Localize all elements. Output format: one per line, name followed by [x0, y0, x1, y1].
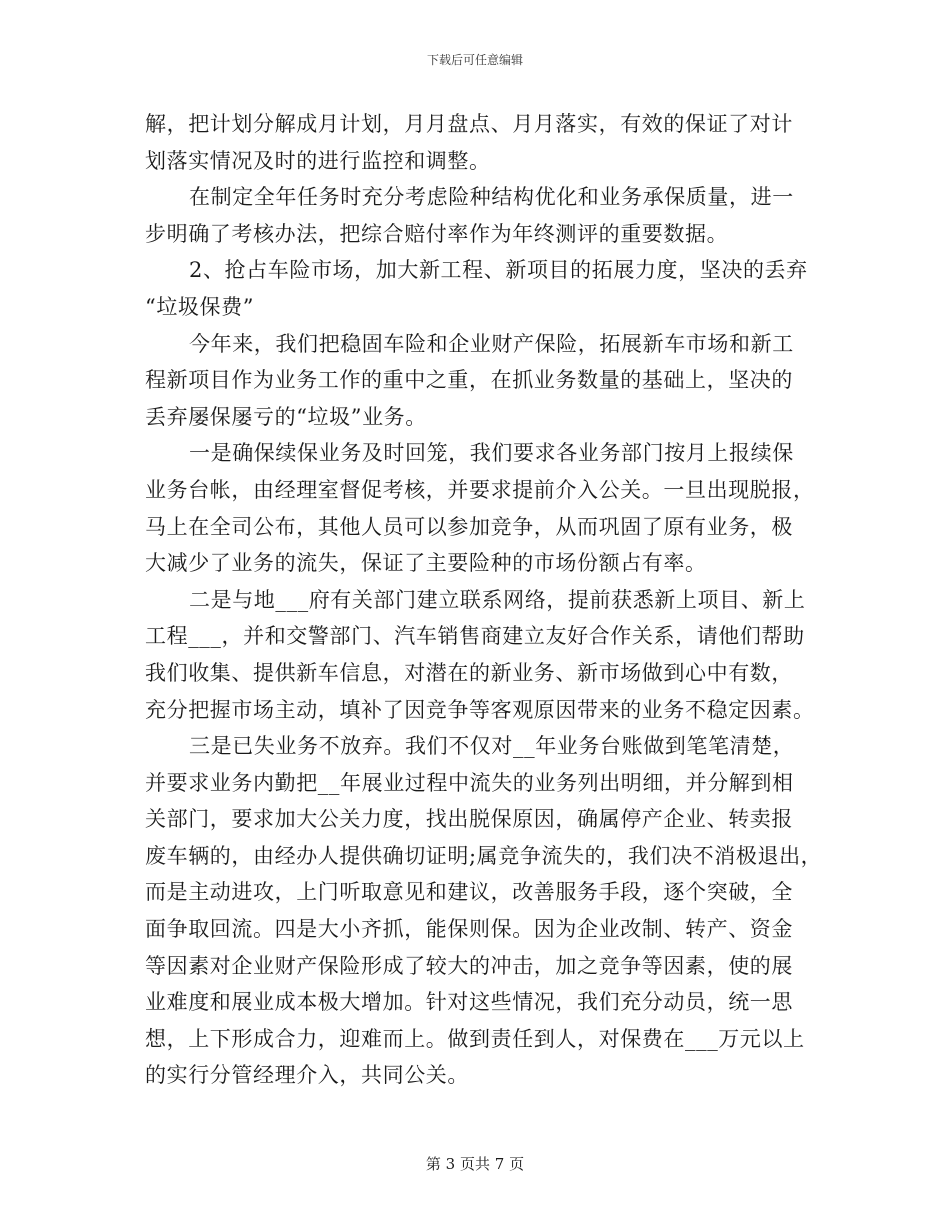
text-line: 关部门，要求加大公关力度，找出脱保原因，确属停产企业、转卖报 — [145, 807, 793, 832]
text-line: 等因素对企业财产保险形成了较大的冲击，加之竞争等因素，使的展 — [145, 953, 793, 978]
text-line: 想，上下形成合力，迎难而上。做到责任到人，对保费在___万元以上 — [145, 1026, 805, 1051]
text-line: 今年来，我们把稳固车险和企业财产保险，拓展新车市场和新工 — [189, 331, 794, 356]
text-line: 马上在全司公布，其他人员可以参加竞争，从而巩固了原有业务，极 — [145, 514, 793, 539]
text-line: 在制定全年任务时充分考虑险种结构优化和业务承保质量，进一 — [189, 185, 794, 210]
text-line: 步明确了考核办法，把综合赔付率作为年终测评的重要数据。 — [145, 221, 729, 246]
text-line: 解，把计划分解成月计划，月月盘点、月月落实，有效的保证了对计 — [145, 112, 793, 136]
text-line: 我们收集、提供新车信息，对潜在的新业务、新市场做到心中有数， — [145, 660, 793, 685]
text-line: 而是主动进攻，上门听取意见和建议，改善服务手段，逐个突破，全 — [145, 880, 793, 905]
text-line: 的实行分管经理介入，共同公关。 — [145, 1063, 469, 1088]
text-line: “垃圾保费” — [145, 294, 255, 319]
text-line: 充分把握市场主动，填补了因竞争等客观原因带来的业务不稳定因素。 — [145, 697, 815, 722]
text-line: 丢弃屡保屡亏的“垃圾”业务。 — [145, 404, 427, 429]
text-line: 三是已失业务不放弃。我们不仅对__年业务台账做到笔笔清楚， — [189, 734, 795, 759]
text-line: 业难度和展业成本极大增加。针对这些情况，我们充分动员，统一思 — [145, 990, 793, 1015]
page-number: 第 3 页共 7 页 — [425, 1155, 525, 1173]
text-line: 大减少了业务的流失，保证了主要险种的市场份额占有率。 — [145, 551, 707, 576]
text-line: 一是确保续保业务及时回笼，我们要求各业务部门按月上报续保 — [189, 441, 794, 466]
text-line: 划落实情况及时的进行监控和调整。 — [145, 148, 491, 173]
text-line: 工程___，并和交警部门、汽车销售商建立友好合作关系，请他们帮助 — [145, 624, 805, 649]
text-line: 废车辆的，由经办人提供确切证明;属竞争流失的，我们决不消极退出， — [145, 843, 823, 868]
text-line: 并要求业务内勤把__年展业过程中流失的业务列出明细，并分解到相 — [145, 770, 794, 795]
text-line: 程新项目作为业务工作的重中之重，在抓业务数量的基础上，坚决的 — [145, 368, 793, 393]
page-header: 下载后可任意编辑 — [426, 53, 523, 67]
text-line: 二是与地___府有关部门建立联系网络，提前获悉新上项目、新上 — [189, 587, 806, 612]
text-line: 业务台帐，由经理室督促考核，并要求提前介入公关。一旦出现脱报， — [145, 477, 815, 502]
text-line: 2、抢占车险市场，加大新工程、新项目的拓展力度，坚决的丢弃 — [189, 258, 808, 283]
document-body — [145, 106, 823, 1094]
text-line: 面争取回流。四是大小齐抓，能保则保。因为企业改制、转产、资金 — [145, 917, 793, 942]
